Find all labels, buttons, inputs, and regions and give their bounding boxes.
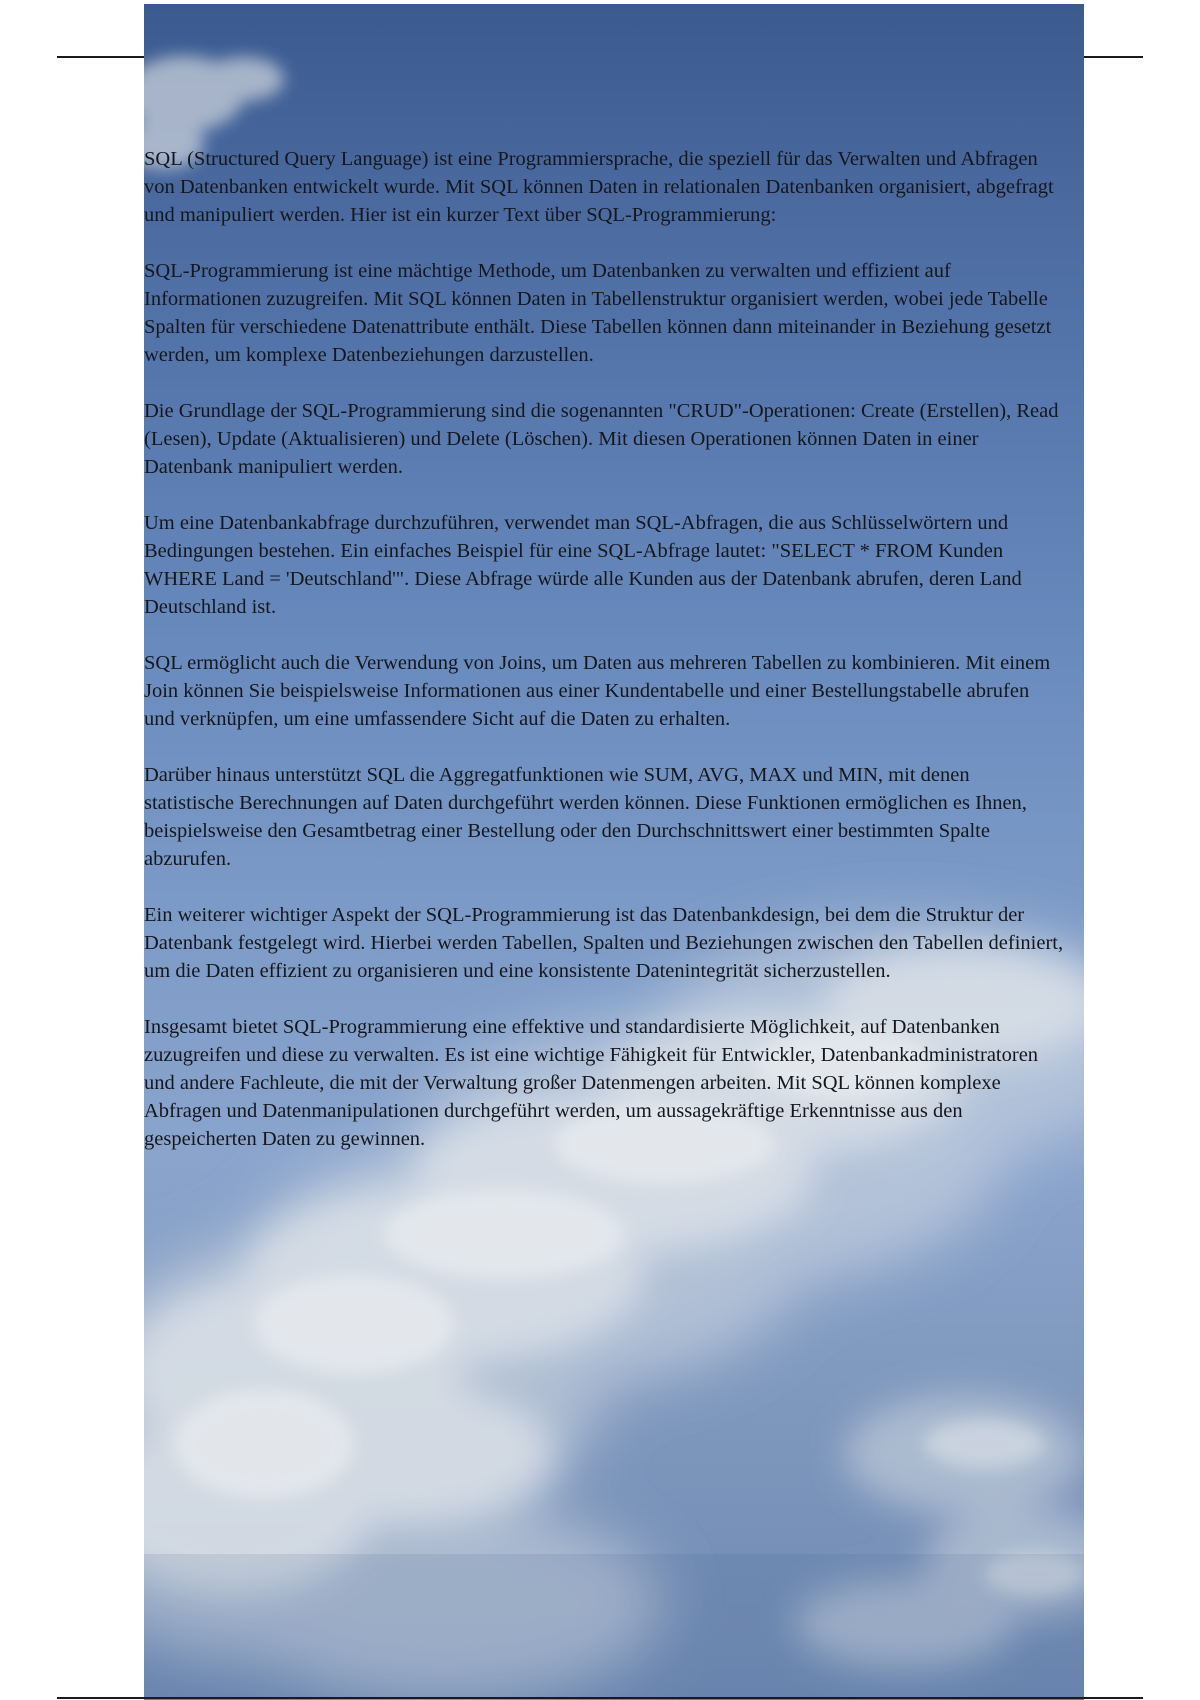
- paragraph: Die Grundlage der SQL-Programmierung sind die sogenannten "CRUD"-Operationen: Create (Erstellen), Read (Lesen), Update (Aktualisieren) und Delete (Löschen). Mit diesen Operationen können Daten in einer Datenbank manipuliert werden.: [144, 400, 1059, 478]
- footer-rule: [57, 1697, 1143, 1699]
- paragraph: SQL-Programmierung ist eine mächtige Methode, um Datenbanken zu verwalten und effizient auf Informationen zuzugreifen. Mit SQL können Daten in Tabellenstruktur organisiert werden, wobei jede Tabelle Spalten für verschiedene Datenattribute enthält. Diese Tabellen können dann miteinander in Beziehung gesetzt werden, um komplexe Datenbeziehungen darzustellen.: [144, 260, 1052, 366]
- document-body: [144, 145, 1064, 1181]
- paragraph: Ein weiterer wichtiger Aspekt der SQL-Programmierung ist das Datenbankdesign, bei dem die Struktur der Datenbank festgelegt wird. Hierbei werden Tabellen, Spalten und Beziehungen zwischen den Tabellen definiert, um die Daten effizient zu organisieren und eine konsistente Datenintegrität sicherzustellen.: [144, 904, 1064, 982]
- paragraph: Um eine Datenbankabfrage durchzuführen, verwendet man SQL-Abfragen, die aus Schlüsselwörtern und Bedingungen bestehen. Ein einfaches Beispiel für eine SQL-Abfrage lautet: "SELECT * FROM Kunden WHERE Land = 'Deutschland'". Diese Abfrage würde alle Kunden aus der Datenbank abrufen, deren Land Deutschland ist.: [144, 512, 1022, 618]
- paragraph: SQL ermöglicht auch die Verwendung von Joins, um Daten aus mehreren Tabellen zu kombinieren. Mit einem Join können Sie beispielsweise Informationen aus einer Kundentabelle und einer Bestellungstabelle abrufen und verknüpfen, um eine umfassendere Sicht auf die Daten zu erhalten.: [144, 652, 1051, 730]
- paragraph: Darüber hinaus unterstützt SQL die Aggregatfunktionen wie SUM, AVG, MAX und MIN, mit denen statistische Berechnungen auf Daten durchgeführt werden können. Diese Funktionen ermöglichen es Ihnen, beispielsweise den Gesamtbetrag einer Bestellung oder den Durchschnittswert einer bestimmten Spalte abzurufen.: [144, 764, 1027, 870]
- header-rule-right: [1083, 56, 1143, 58]
- header-rule-left: [57, 56, 144, 58]
- paragraph: SQL (Structured Query Language) ist eine Programmiersprache, die speziell für das Verwalten und Abfragen von Datenbanken entwickelt wurde. Mit SQL können Daten in relationalen Datenbanken organisiert, abgefragt und manipuliert werden. Hier ist ein kurzer Text über SQL-Programmierung:: [144, 148, 1054, 226]
- paragraph: Insgesamt bietet SQL-Programmierung eine effektive und standardisierte Möglichkeit, auf Datenbanken zuzugreifen und diese zu verwalten. Es ist eine wichtige Fähigkeit für Entwickler, Datenbankadministratoren und andere Fachleute, die mit der Verwaltung großer Datenmengen arbeiten. Mit SQL können komplexe Abfragen und Datenmanipulationen durchgeführt werden, um aussagekräftige Erkenntnisse aus den gespeicherten Daten zu gewinnen.: [144, 1016, 1039, 1150]
